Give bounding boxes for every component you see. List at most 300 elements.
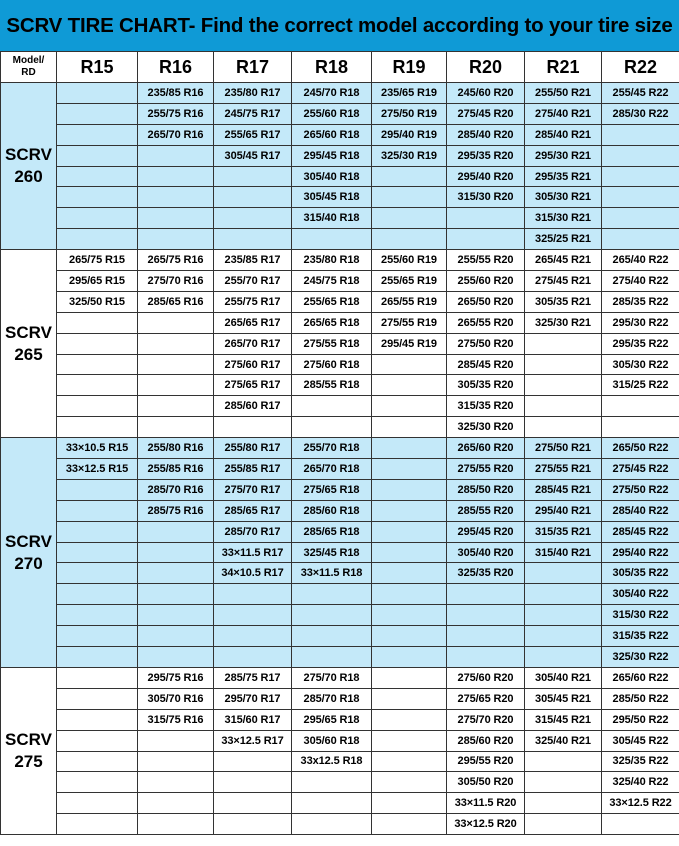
tire-size-cell xyxy=(525,354,602,375)
tire-size-cell xyxy=(57,605,138,626)
table-row xyxy=(1,605,679,626)
tire-size-cell: 275/60 R20 xyxy=(447,667,525,688)
tire-size-cell: 285/70 R16 xyxy=(138,479,214,500)
tire-size-cell xyxy=(138,542,214,563)
table-row xyxy=(1,730,679,751)
tire-size-cell: 265/60 R20 xyxy=(447,438,525,459)
tire-size-cell xyxy=(372,605,447,626)
tire-size-cell xyxy=(57,124,138,145)
tire-size-cell xyxy=(447,229,525,250)
tire-size-cell: 285/40 R22 xyxy=(602,500,679,521)
tire-size-cell xyxy=(372,396,447,417)
tire-size-cell: 255/50 R21 xyxy=(525,83,602,104)
tire-size-cell xyxy=(372,354,447,375)
table-row xyxy=(1,375,679,396)
tire-size-cell: 265/70 R16 xyxy=(138,124,214,145)
table-row xyxy=(1,291,679,312)
tire-size-cell: 275/60 R17 xyxy=(214,354,292,375)
table-row xyxy=(1,396,679,417)
tire-size-cell xyxy=(525,333,602,354)
tire-size-cell xyxy=(525,375,602,396)
tire-size-cell xyxy=(214,772,292,793)
tire-size-cell xyxy=(525,584,602,605)
tire-size-cell xyxy=(372,521,447,542)
tire-size-cell xyxy=(525,563,602,584)
model-name-cell xyxy=(1,83,57,250)
tire-size-cell xyxy=(447,647,525,668)
tire-size-cell xyxy=(57,730,138,751)
tire-size-cell xyxy=(447,584,525,605)
tire-size-cell: 255/65 R18 xyxy=(292,291,372,312)
table-row xyxy=(1,438,679,459)
tire-size-cell xyxy=(57,814,138,835)
tire-size-cell xyxy=(138,647,214,668)
tire-size-cell xyxy=(57,354,138,375)
tire-size-cell xyxy=(372,772,447,793)
tire-size-cell: 295/50 R22 xyxy=(602,709,679,730)
tire-size-cell xyxy=(372,688,447,709)
tire-size-cell: 315/40 R21 xyxy=(525,542,602,563)
table-row xyxy=(1,417,679,438)
column-header-r22: R22 xyxy=(602,52,679,83)
tire-size-cell: 245/75 R18 xyxy=(292,271,372,292)
tire-size-cell xyxy=(57,584,138,605)
tire-size-cell: 325/30 R20 xyxy=(447,417,525,438)
tire-size-cell: 305/40 R20 xyxy=(447,542,525,563)
tire-size-cell xyxy=(57,772,138,793)
table-row xyxy=(1,354,679,375)
table-row xyxy=(1,166,679,187)
tire-size-cell: 255/70 R18 xyxy=(292,438,372,459)
column-header-r19: R19 xyxy=(372,52,447,83)
table-row xyxy=(1,124,679,145)
tire-size-cell: 325/40 R21 xyxy=(525,730,602,751)
model-name-line2: 260 xyxy=(14,167,43,187)
tire-size-cell: 245/70 R18 xyxy=(292,83,372,104)
model-name-line1: SCRV xyxy=(5,730,52,749)
tire-size-cell: 33×11.5 R20 xyxy=(447,793,525,814)
tire-size-cell xyxy=(214,647,292,668)
tire-size-cell: 315/30 R20 xyxy=(447,187,525,208)
tire-size-cell: 255/65 R19 xyxy=(372,271,447,292)
tire-size-cell: 305/40 R22 xyxy=(602,584,679,605)
tire-size-cell: 295/40 R19 xyxy=(372,124,447,145)
tire-size-cell: 235/80 R18 xyxy=(292,250,372,271)
table-row xyxy=(1,187,679,208)
tire-size-cell: 235/65 R19 xyxy=(372,83,447,104)
tire-size-cell: 285/70 R17 xyxy=(214,521,292,542)
tire-size-cell: 285/75 R16 xyxy=(138,500,214,521)
tire-size-cell: 295/45 R19 xyxy=(372,333,447,354)
tire-size-cell xyxy=(214,814,292,835)
tire-size-cell: 325/30 R19 xyxy=(372,145,447,166)
tire-size-cell xyxy=(372,208,447,229)
tire-size-cell xyxy=(602,814,679,835)
tire-size-cell xyxy=(372,459,447,480)
tire-size-cell: 285/50 R20 xyxy=(447,479,525,500)
tire-size-cell xyxy=(57,333,138,354)
model-name-line1: SCRV xyxy=(5,322,52,342)
tire-size-cell xyxy=(525,626,602,647)
column-header-r15: R15 xyxy=(57,52,138,83)
tire-size-cell xyxy=(214,417,292,438)
tire-size-cell xyxy=(292,626,372,647)
tire-size-cell xyxy=(372,730,447,751)
tire-size-cell: 315/40 R18 xyxy=(292,208,372,229)
table-row xyxy=(1,229,679,250)
tire-size-cell xyxy=(214,751,292,772)
tire-size-cell xyxy=(525,396,602,417)
tire-size-cell: 275/70 R16 xyxy=(138,271,214,292)
tire-size-cell xyxy=(138,793,214,814)
tire-size-cell: 295/70 R17 xyxy=(214,688,292,709)
tire-size-cell xyxy=(372,563,447,584)
table-row xyxy=(1,814,679,835)
tire-size-cell: 325/30 R22 xyxy=(602,647,679,668)
tire-size-cell xyxy=(292,793,372,814)
tire-size-cell: 285/75 R17 xyxy=(214,667,292,688)
tire-size-cell: 305/45 R18 xyxy=(292,187,372,208)
tire-size-cell: 295/30 R21 xyxy=(525,145,602,166)
tire-size-cell xyxy=(214,626,292,647)
tire-size-cell xyxy=(138,626,214,647)
tire-size-cell: 295/40 R20 xyxy=(447,166,525,187)
tire-size-cell: 285/45 R22 xyxy=(602,521,679,542)
tire-size-cell: 295/45 R18 xyxy=(292,145,372,166)
model-header-label: Model/ xyxy=(12,55,45,66)
table-row xyxy=(1,688,679,709)
tire-size-cell xyxy=(292,417,372,438)
tire-size-cell xyxy=(57,83,138,104)
tire-size-cell: 33×12.5 R22 xyxy=(602,793,679,814)
table-row xyxy=(1,312,679,333)
tire-size-cell: 325/50 R15 xyxy=(57,291,138,312)
tire-size-cell xyxy=(525,647,602,668)
tire-size-cell xyxy=(57,229,138,250)
tire-size-cell: 265/65 R18 xyxy=(292,312,372,333)
tire-size-cell xyxy=(57,396,138,417)
tire-size-cell: 285/65 R18 xyxy=(292,521,372,542)
tire-size-cell xyxy=(138,354,214,375)
tire-size-cell: 265/75 R16 xyxy=(138,250,214,271)
tire-size-cell: 285/40 R20 xyxy=(447,124,525,145)
tire-size-cell xyxy=(372,542,447,563)
tire-size-cell: 325/35 R20 xyxy=(447,563,525,584)
table-row xyxy=(1,83,679,104)
table-row xyxy=(1,145,679,166)
tire-size-cell: 265/70 R17 xyxy=(214,333,292,354)
tire-size-cell xyxy=(292,396,372,417)
tire-size-cell: 285/60 R20 xyxy=(447,730,525,751)
tire-size-cell xyxy=(57,208,138,229)
tire-size-cell xyxy=(372,709,447,730)
tire-size-cell: 265/50 R22 xyxy=(602,438,679,459)
tire-size-cell: 285/70 R18 xyxy=(292,688,372,709)
tire-size-cell: 305/30 R21 xyxy=(525,187,602,208)
tire-size-cell xyxy=(57,479,138,500)
tire-size-cell xyxy=(138,605,214,626)
tire-size-cell: 255/75 R17 xyxy=(214,291,292,312)
tire-size-cell: 285/55 R20 xyxy=(447,500,525,521)
tire-size-cell: 255/85 R16 xyxy=(138,459,214,480)
tire-size-cell xyxy=(214,166,292,187)
column-header-r16: R16 xyxy=(138,52,214,83)
tire-size-cell xyxy=(138,814,214,835)
tire-size-cell xyxy=(372,584,447,605)
tire-size-cell xyxy=(372,166,447,187)
tire-size-cell xyxy=(372,229,447,250)
model-name-cell xyxy=(1,667,57,834)
tire-size-cell: 285/40 R21 xyxy=(525,124,602,145)
tire-size-cell: 305/40 R18 xyxy=(292,166,372,187)
tire-size-cell xyxy=(138,187,214,208)
tire-size-cell: 235/85 R16 xyxy=(138,83,214,104)
tire-size-cell: 275/65 R17 xyxy=(214,375,292,396)
tire-size-cell xyxy=(138,229,214,250)
tire-size-cell xyxy=(372,479,447,500)
table-row xyxy=(1,667,679,688)
tire-size-cell xyxy=(57,417,138,438)
model-name-line1: SCRV xyxy=(5,145,52,165)
tire-size-cell: 255/55 R20 xyxy=(447,250,525,271)
tire-size-cell: 285/65 R17 xyxy=(214,500,292,521)
tire-size-cell: 285/65 R16 xyxy=(138,291,214,312)
rd-header-label: RD xyxy=(21,67,36,78)
table-row xyxy=(1,626,679,647)
tire-size-cell: 255/70 R17 xyxy=(214,271,292,292)
tire-size-cell: 275/40 R22 xyxy=(602,271,679,292)
tire-size-cell xyxy=(57,312,138,333)
tire-size-cell: 295/35 R21 xyxy=(525,166,602,187)
tire-size-cell: 295/75 R16 xyxy=(138,667,214,688)
tire-size-cell: 295/65 R18 xyxy=(292,709,372,730)
tire-size-cell: 265/60 R18 xyxy=(292,124,372,145)
tire-size-cell xyxy=(292,605,372,626)
tire-size-cell xyxy=(525,772,602,793)
tire-size-cell: 33×12.5 R17 xyxy=(214,730,292,751)
tire-size-cell xyxy=(525,814,602,835)
tire-size-cell: 285/30 R22 xyxy=(602,103,679,124)
tire-size-cell xyxy=(292,584,372,605)
table-row xyxy=(1,772,679,793)
tire-size-cell xyxy=(214,208,292,229)
tire-size-cell: 275/70 R17 xyxy=(214,479,292,500)
tire-size-cell: 275/45 R22 xyxy=(602,459,679,480)
column-header-r20: R20 xyxy=(447,52,525,83)
tire-size-cell xyxy=(57,626,138,647)
tire-size-cell: 305/50 R20 xyxy=(447,772,525,793)
tire-size-cell: 275/45 R20 xyxy=(447,103,525,124)
tire-size-cell xyxy=(138,375,214,396)
tire-size-cell xyxy=(292,814,372,835)
tire-size-cell: 285/45 R20 xyxy=(447,354,525,375)
model-name-line2: 275 xyxy=(14,752,43,771)
tire-size-cell: 315/30 R22 xyxy=(602,605,679,626)
column-header-r17: R17 xyxy=(214,52,292,83)
tire-size-cell: 235/85 R17 xyxy=(214,250,292,271)
tire-size-cell: 265/55 R20 xyxy=(447,312,525,333)
tire-size-cell: 305/35 R21 xyxy=(525,291,602,312)
tire-size-cell xyxy=(138,417,214,438)
tire-size-cell: 255/75 R16 xyxy=(138,103,214,124)
tire-size-cell: 325/40 R22 xyxy=(602,772,679,793)
table-row xyxy=(1,542,679,563)
tire-size-cell xyxy=(57,187,138,208)
tire-size-cell xyxy=(525,417,602,438)
tire-size-cell xyxy=(57,145,138,166)
tire-size-cell xyxy=(138,751,214,772)
tire-size-cell xyxy=(525,605,602,626)
tire-size-cell: 305/70 R16 xyxy=(138,688,214,709)
tire-size-cell: 295/55 R20 xyxy=(447,751,525,772)
tire-size-cell: 33×11.5 R17 xyxy=(214,542,292,563)
tire-size-cell xyxy=(57,103,138,124)
tire-size-cell xyxy=(372,626,447,647)
tire-size-cell: 305/45 R21 xyxy=(525,688,602,709)
tire-size-cell: 315/35 R20 xyxy=(447,396,525,417)
tire-size-cell xyxy=(138,730,214,751)
tire-size-cell: 305/40 R21 xyxy=(525,667,602,688)
tire-size-cell: 285/60 R17 xyxy=(214,396,292,417)
tire-size-cell xyxy=(292,772,372,793)
tire-size-cell: 305/45 R22 xyxy=(602,730,679,751)
tire-size-cell: 325/35 R22 xyxy=(602,751,679,772)
tire-size-cell: 295/45 R20 xyxy=(447,521,525,542)
tire-size-cell: 265/75 R15 xyxy=(57,250,138,271)
table-row xyxy=(1,647,679,668)
tire-size-cell: 295/65 R15 xyxy=(57,271,138,292)
tire-size-cell: 275/50 R22 xyxy=(602,479,679,500)
tire-size-cell: 265/60 R22 xyxy=(602,667,679,688)
tire-size-cell xyxy=(57,793,138,814)
tire-size-cell xyxy=(602,229,679,250)
tire-size-cell xyxy=(372,793,447,814)
tire-size-cell: 33×12.5 R20 xyxy=(447,814,525,835)
tire-size-cell xyxy=(57,688,138,709)
tire-size-cell xyxy=(138,521,214,542)
model-name-cell xyxy=(1,250,57,438)
tire-size-cell xyxy=(602,417,679,438)
tire-size-cell xyxy=(138,208,214,229)
tire-size-cell: 245/60 R20 xyxy=(447,83,525,104)
tire-size-cell xyxy=(292,647,372,668)
tire-size-cell xyxy=(602,166,679,187)
tire-size-cell: 275/65 R20 xyxy=(447,688,525,709)
table-row xyxy=(1,709,679,730)
tire-size-cell: 33×12.5 R15 xyxy=(57,459,138,480)
tire-size-cell: 295/40 R21 xyxy=(525,500,602,521)
table-row xyxy=(1,103,679,124)
table-row xyxy=(1,521,679,542)
tire-size-cell xyxy=(57,667,138,688)
tire-size-cell xyxy=(602,396,679,417)
tire-size-cell xyxy=(214,229,292,250)
tire-size-cell xyxy=(372,438,447,459)
model-name-line2: 270 xyxy=(14,553,43,573)
tire-size-cell xyxy=(214,187,292,208)
tire-size-cell: 255/80 R17 xyxy=(214,438,292,459)
tire-size-cell xyxy=(57,500,138,521)
tire-size-cell xyxy=(214,793,292,814)
tire-size-cell: 315/30 R21 xyxy=(525,208,602,229)
tire-size-cell xyxy=(214,584,292,605)
tire-size-cell xyxy=(57,542,138,563)
tire-size-cell xyxy=(372,814,447,835)
tire-size-cell: 305/45 R17 xyxy=(214,145,292,166)
tire-size-cell xyxy=(57,563,138,584)
tire-size-cell xyxy=(138,166,214,187)
tire-size-cell: 33×10.5 R15 xyxy=(57,438,138,459)
tire-size-cell xyxy=(525,751,602,772)
tire-size-cell: 265/55 R19 xyxy=(372,291,447,312)
tire-size-cell xyxy=(214,605,292,626)
model-rd-header xyxy=(1,52,57,83)
tire-size-cell xyxy=(372,417,447,438)
tire-size-cell: 295/35 R22 xyxy=(602,333,679,354)
tire-size-cell: 285/50 R22 xyxy=(602,688,679,709)
tire-size-cell: 265/40 R22 xyxy=(602,250,679,271)
tire-size-cell: 255/60 R18 xyxy=(292,103,372,124)
tire-size-cell xyxy=(372,375,447,396)
tire-size-cell: 33×11.5 R18 xyxy=(292,563,372,584)
tire-size-cell: 275/55 R19 xyxy=(372,312,447,333)
tire-size-cell: 325/30 R21 xyxy=(525,312,602,333)
table-row xyxy=(1,500,679,521)
tire-size-cell xyxy=(372,500,447,521)
tire-size-cell: 305/60 R18 xyxy=(292,730,372,751)
tire-size-cell xyxy=(602,145,679,166)
tire-size-cell xyxy=(372,647,447,668)
tire-size-cell: 245/75 R17 xyxy=(214,103,292,124)
tire-size-cell: 265/70 R18 xyxy=(292,459,372,480)
tire-size-cell: 285/55 R18 xyxy=(292,375,372,396)
tire-size-cell: 285/45 R21 xyxy=(525,479,602,500)
table-row xyxy=(1,793,679,814)
table-row xyxy=(1,208,679,229)
tire-size-cell: 325/45 R18 xyxy=(292,542,372,563)
tire-size-cell: 255/85 R17 xyxy=(214,459,292,480)
tire-size-cell: 265/50 R20 xyxy=(447,291,525,312)
tire-size-cell: 33x12.5 R18 xyxy=(292,751,372,772)
tire-size-cell xyxy=(447,626,525,647)
table-row xyxy=(1,751,679,772)
tire-size-cell xyxy=(292,229,372,250)
model-name-line1: SCRV xyxy=(5,531,52,551)
table-row xyxy=(1,563,679,584)
table-row xyxy=(1,479,679,500)
header-row xyxy=(1,52,679,83)
tire-size-cell: 285/60 R18 xyxy=(292,500,372,521)
tire-size-cell: 275/70 R20 xyxy=(447,709,525,730)
tire-size-cell xyxy=(138,772,214,793)
tire-size-cell: 235/80 R17 xyxy=(214,83,292,104)
tire-size-cell: 315/25 R22 xyxy=(602,375,679,396)
tire-size-cell xyxy=(372,751,447,772)
tire-size-cell xyxy=(57,751,138,772)
tire-size-cell: 275/40 R21 xyxy=(525,103,602,124)
model-name-cell xyxy=(1,438,57,668)
tire-size-cell: 325/25 R21 xyxy=(525,229,602,250)
tire-size-cell: 285/35 R22 xyxy=(602,291,679,312)
tire-size-cell xyxy=(138,584,214,605)
tire-size-cell xyxy=(57,375,138,396)
tire-size-cell xyxy=(138,333,214,354)
tire-chart-table xyxy=(0,51,679,835)
tire-size-cell: 305/35 R20 xyxy=(447,375,525,396)
tire-size-cell xyxy=(447,605,525,626)
tire-size-cell: 275/50 R20 xyxy=(447,333,525,354)
tire-size-cell: 255/80 R16 xyxy=(138,438,214,459)
